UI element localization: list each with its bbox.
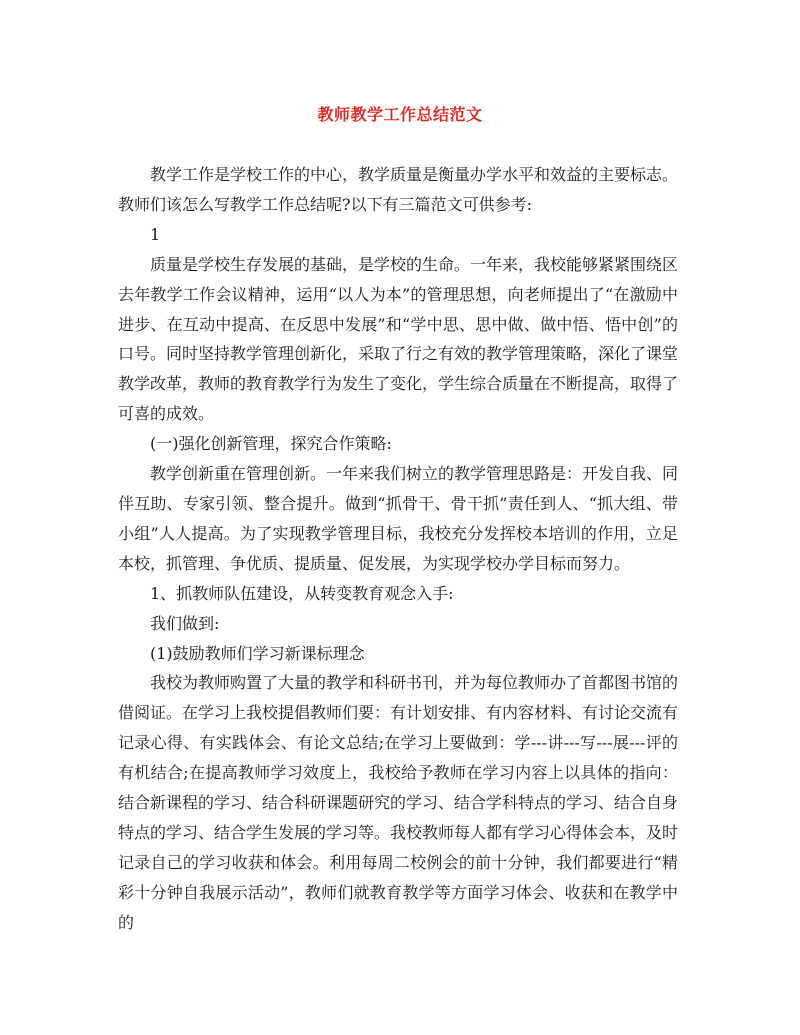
document-body [118, 160, 678, 938]
document-title: 教师教学工作总结范文 [317, 105, 483, 124]
body-paragraph: 质量是学校生存发展的基础，是学校的生命。一年来，我校能够紧紧围绕区去年教学工作会议精神，运用“以人为本”的管理思想，向老师提出了“在激励中进步、在互动中提高、在反思中发展”和“学中思、思中做、做中悟、悟中创”的口号。同时坚持教学管理创新化，采取了行之有效的教学管理策略，深化了课堂教学改革，教师的教育教学行为发生了变化，学生综合质量在不断提高，取得了可喜的成效。 [118, 254, 679, 424]
body-paragraph: 我们做到: [150, 613, 220, 633]
body-paragraph: 教学创新重在管理创新。一年来我们树立的教学管理思路是：开发自我、同伴互助、专家引领、整合提升。做到“抓骨干、骨干抓”责任到人、“抓大组、带小组”人人提高。为了实现教学管理目标，我校充分发挥校本培训的作用，立足本校，抓管理、争优质、提质量、促发展，为实现学校办学目标而努力。 [118, 464, 679, 573]
section-heading: (一)强化创新管理，探究合作策略: [150, 434, 392, 454]
section-number: 1 [150, 224, 161, 244]
list-item-heading: (1)鼓励教师们学习新课标理念 [150, 643, 365, 663]
subsection-heading: 1、抓教师队伍建设，从转变教育观念入手: [150, 583, 454, 603]
intro-paragraph: 教学工作是学校工作的中心，教学质量是衡量办学水平和效益的主要标志。教师们该怎么写教学工作总结呢?以下有三篇范文可供参考: [118, 165, 679, 214]
body-paragraph: 我校为教师购置了大量的教学和科研书刊，并为每位教师办了首都图书馆的借阅证。在学习上我校提倡教师们要：有计划安排、有内容材料、有讨论交流有记录心得、有实践体会、有论文总结;在学习上要做到：学---讲---写---展---评的有机结合;在提高教师学习效度上，我校给予教师在学习内容上以具体的指向：结合新课程的学习、结合科研课题研究的学习、结合学科特点的学习、结合自身特点的学习、结合学生发展的学习等。我校教师每人都有学习心得体会本，及时记录自己的学习收获和体会。利用每周二校例会的前十分钟，我们都要进行“精彩十分钟自我展示活动”，教师们就教育教学等方面学习体会、收获和在教学中的 [118, 673, 679, 932]
